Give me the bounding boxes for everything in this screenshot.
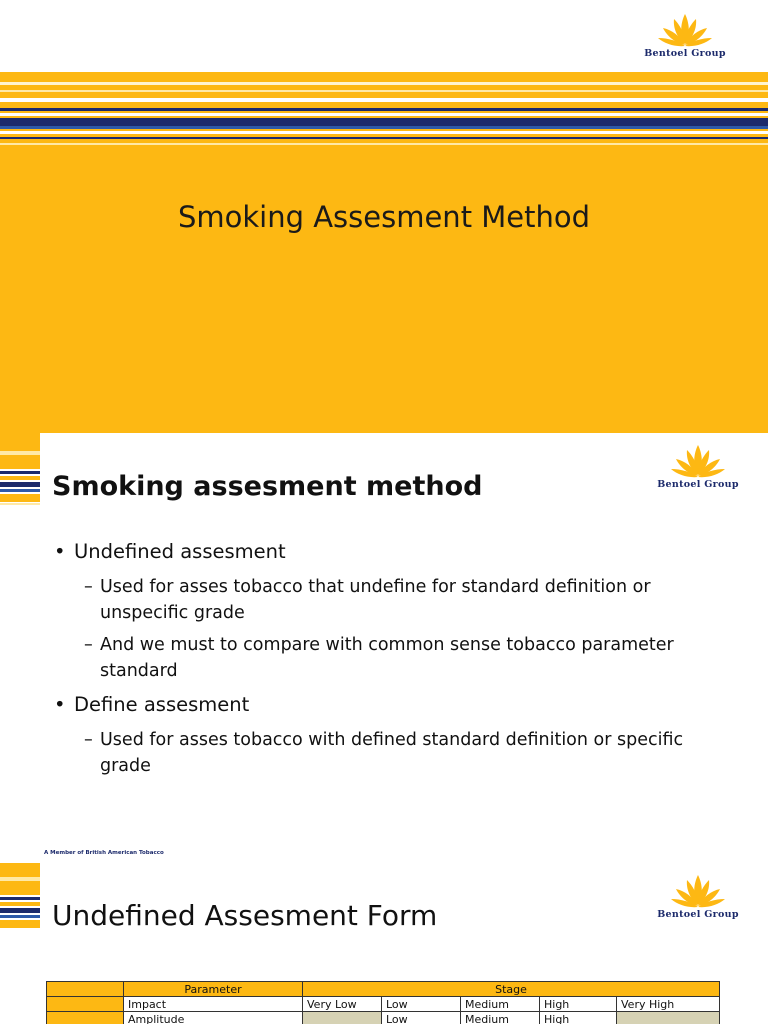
table-cell: High bbox=[540, 997, 617, 1012]
edge-stripe-navy-2 bbox=[0, 908, 40, 913]
stripe-navy-2 bbox=[0, 118, 768, 126]
table-cell: Medium bbox=[461, 1012, 540, 1024]
stripe-white-3 bbox=[0, 98, 768, 102]
dash-glyph: – bbox=[84, 635, 93, 655]
edge-stripe-navy-1 bbox=[0, 897, 40, 900]
edge-stripe-orange-3 bbox=[0, 902, 40, 906]
edge-stripe-blue-1 bbox=[0, 915, 40, 918]
table-cell: Low bbox=[382, 997, 461, 1012]
table-cell bbox=[47, 997, 124, 1012]
stripe-white-1 bbox=[0, 82, 768, 85]
form-slide bbox=[0, 863, 768, 1024]
stripe-white-2 bbox=[0, 90, 768, 92]
stripe-white-4 bbox=[0, 113, 768, 116]
table-cell bbox=[617, 1012, 720, 1024]
bullet-text: Undefined assesment bbox=[74, 540, 286, 563]
tobacco-leaf-icon bbox=[668, 875, 728, 909]
bullet-text: Define assesment bbox=[74, 693, 250, 716]
sub-bullet-text: Used for asses tobacco with defined standard definition or specific grade bbox=[100, 730, 684, 776]
stripe-navy-1 bbox=[0, 108, 768, 111]
table-cell: Very Low bbox=[303, 997, 382, 1012]
sub-bullet-text: And we must to compare with common sense tobacco parameter standard bbox=[100, 635, 674, 681]
bullet-item bbox=[54, 693, 249, 716]
edge-stripe-navy-1 bbox=[0, 471, 40, 474]
table-row bbox=[47, 997, 720, 1012]
table-cell: Very High bbox=[617, 997, 720, 1012]
edge-stripe-light-1 bbox=[0, 503, 40, 505]
sub-bullet-item bbox=[84, 727, 724, 779]
tobacco-leaf-icon bbox=[655, 14, 715, 48]
tobacco-leaf-icon bbox=[668, 445, 728, 479]
logo-text: Bentoel Group bbox=[644, 48, 726, 59]
bullet-glyph: • bbox=[54, 693, 66, 716]
table-cell: High bbox=[540, 1012, 617, 1024]
table-header-row bbox=[47, 982, 720, 997]
table-cell bbox=[47, 1012, 124, 1024]
edge-stripe-orange-2 bbox=[0, 455, 40, 469]
sub-bullet-text: Used for asses tobacco that undefine for standard definition or unspecific grade bbox=[100, 577, 651, 623]
table-cell: Medium bbox=[461, 997, 540, 1012]
logo-text: Bentoel Group bbox=[657, 909, 739, 920]
logo-text: Bentoel Group bbox=[657, 479, 739, 490]
slide-heading: Undefined Assesment Form bbox=[52, 899, 438, 932]
edge-stripe-orange-2 bbox=[0, 881, 40, 895]
sub-bullet-item bbox=[84, 574, 724, 626]
edge-stripe-blue-1 bbox=[0, 489, 40, 492]
footer-member-text: A Member of British American Tobacco bbox=[44, 850, 164, 856]
dash-glyph: – bbox=[84, 577, 93, 597]
content-slide bbox=[0, 433, 768, 863]
edge-stripe-navy-2 bbox=[0, 482, 40, 487]
table-cell bbox=[303, 1012, 382, 1024]
dash-glyph: – bbox=[84, 730, 93, 750]
edge-stripe-orange-4 bbox=[0, 494, 40, 502]
edge-stripe-orange-4 bbox=[0, 920, 40, 928]
edge-stripe-orange-3 bbox=[0, 476, 40, 480]
bullet-glyph: • bbox=[54, 540, 66, 563]
stripe-white-5 bbox=[0, 131, 768, 134]
edge-stripe-orange-1 bbox=[0, 863, 40, 877]
table-row bbox=[47, 1012, 720, 1024]
table-header-stage: Stage bbox=[303, 982, 720, 997]
table-cell: Impact bbox=[124, 997, 303, 1012]
bentoel-logo bbox=[643, 445, 753, 501]
stripe-navy-3 bbox=[0, 137, 768, 139]
table-header-parameter: Parameter bbox=[124, 982, 303, 997]
table-cell: Amplitude bbox=[124, 1012, 303, 1024]
table-cell: Low bbox=[382, 1012, 461, 1024]
stripe-blue-1 bbox=[0, 126, 768, 129]
bentoel-logo bbox=[630, 14, 740, 70]
table-cell bbox=[47, 982, 124, 997]
stripe-light-1 bbox=[0, 143, 768, 145]
sub-bullet-item bbox=[84, 632, 724, 684]
bullet-item bbox=[54, 540, 286, 563]
assessment-table bbox=[46, 981, 720, 1024]
slide-heading: Smoking assesment method bbox=[52, 471, 483, 502]
title-slide bbox=[0, 0, 768, 433]
slide-title: Smoking Assesment Method bbox=[177, 200, 591, 234]
bentoel-logo bbox=[643, 875, 753, 931]
edge-stripe-orange-1 bbox=[0, 433, 40, 451]
